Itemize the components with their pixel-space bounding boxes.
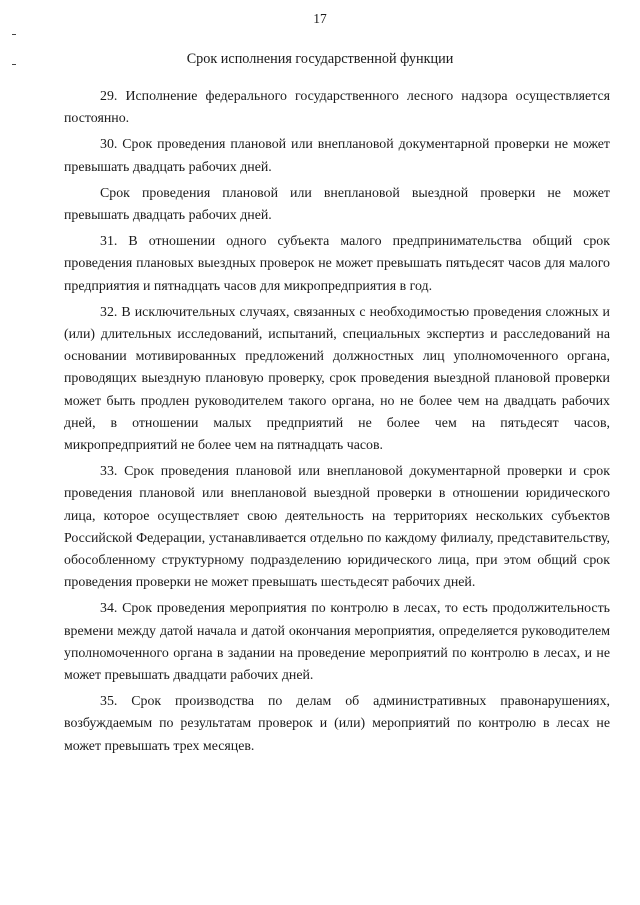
- scan-mark: [12, 34, 16, 35]
- paragraph-30: 30. Срок проведения плановой или внеплановой документарной проверки не может превышать двадцать рабочих дней.: [64, 137, 610, 175]
- paragraph-34: 34. Срок проведения мероприятия по контролю в лесах, то есть продолжительность времени между датой начала и датой окончания мероприятия, определяется руководителем уполномоченного органа в задании на проведение мероприятий по контролю в лесах, и не может превышать двадцати рабочих дней.: [64, 601, 610, 684]
- page-number: 17: [313, 11, 327, 26]
- document-body: [64, 86, 610, 762]
- paragraph-33: 33. Срок проведения плановой или внеплановой документарной проверки и срок проведения плановой или внеплановой выездной проверки в отношении юридического лица, которое осуществляет свою деятельность на территориях нескольких субъектов Российской Федерации, устанавливается отдельно по каждому филиалу, представительству, обособленному структурному подразделению юридического лица, при этом общий срок проведения проверки не может превышать шестьдесят рабочих дней.: [64, 464, 610, 591]
- section-title: Срок исполнения государственной функции: [186, 51, 454, 67]
- paragraph-32: 32. В исключительных случаях, связанных с необходимостью проведения сложных и (или) длительных исследований, испытаний, специальных экспертиз и расследований на основании мотивированных предложений должностных лиц уполномоченного органа, проводящих выездную плановую проверку, срок проведения выездной плановой проверки может быть продлен руководителем такого органа, но не более чем на двадцать рабочих дней, в отношении малых предприятий не более чем на пятьдесят часов, микропредприятий не более чем на пятнадцать часов.: [64, 304, 610, 454]
- paragraph-29: 29. Исполнение федерального государственного лесного надзора осуществляется постоянно.: [64, 89, 610, 127]
- paragraph-30-cont: Срок проведения плановой или внеплановой выездной проверки не может превышать двадцать рабочих дней.: [64, 185, 610, 224]
- paragraph-35: 35. Срок производства по делам об административных правонарушениях, возбуждаемым по результатам проверок и (или) мероприятий по контролю в лесах не может превышать трех месяцев.: [64, 694, 610, 754]
- paragraph-31: 31. В отношении одного субъекта малого предпринимательства общий срок проведения плановых выездных проверок не может превышать пятьдесят часов для малого предприятия и пятнадцать часов для микропредприятия в год.: [64, 234, 610, 294]
